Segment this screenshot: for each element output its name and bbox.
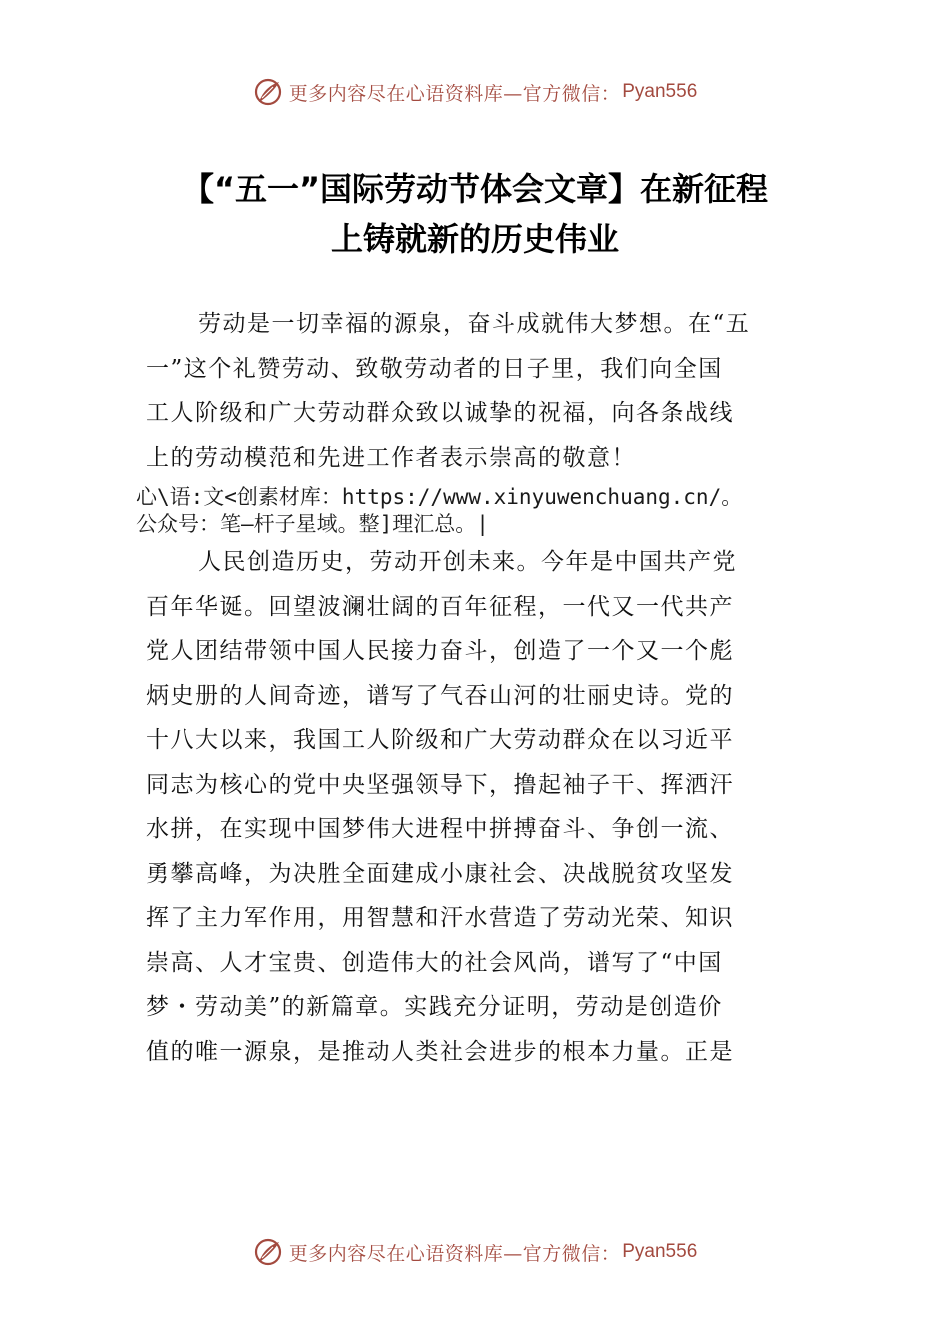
- feather-logo-icon: [253, 77, 283, 107]
- header-wechat-id: Pyan556: [622, 81, 698, 102]
- paragraph-line: 一”这个礼赞劳动、致敬劳动者的日子里，我们向全国: [146, 355, 723, 382]
- paragraph-line: 值的唯一源泉，是推动人类社会进步的根本力量。正是: [146, 1038, 734, 1065]
- title-line: 上铸就新的历史伟业: [330, 220, 619, 258]
- source-watermark: [136, 484, 836, 538]
- feather-logo-icon: [253, 1237, 283, 1267]
- paragraph-line: 百年华诞。回望波澜壮阔的百年征程，一代又一代共产: [146, 593, 734, 620]
- paragraph-line: 崇高、人才宝贵、创造伟大的社会风尚，谱写了“中国: [146, 949, 723, 976]
- paragraph-line: 党人团结带领中国人民接力奋斗，创造了一个又一个彪: [146, 638, 734, 664]
- title-line: 【“五一”国际劳动节体会文章】在新征程: [181, 170, 769, 208]
- paragraph-line: 梦・劳动美”的新篇章。实践充分证明，劳动是创造价: [146, 994, 723, 1020]
- paragraph-1: [146, 302, 826, 480]
- header-brand-text: 更多内容尽在心语资料库—官方微信：: [288, 82, 621, 105]
- watermark-line: 心\语:文<创素材库：https://www.xinyuwenchuang.cn/。: [136, 485, 743, 509]
- paragraph-line: 勇攀高峰，为决胜全面建成小康社会、决战脱贫攻坚发: [146, 860, 734, 887]
- page-footer: [0, 1232, 950, 1272]
- paragraph-line: 劳动是一切幸福的源泉，奋斗成就伟大梦想。在“五: [198, 311, 751, 337]
- paragraph-line: 上的劳动模范和先进工作者表示崇高的敬意！: [146, 444, 636, 471]
- footer-wechat-id: Pyan556: [622, 1241, 698, 1262]
- paragraph-line: 工人阶级和广大劳动群众致以诚挚的祝福，向各条战线: [146, 400, 734, 426]
- page-header: [0, 72, 950, 112]
- paragraph-line: 同志为核心的党中央坚强领导下，撸起袖子干、挥洒汗: [146, 771, 734, 798]
- footer-brand-text: 更多内容尽在心语资料库—官方微信：: [288, 1242, 621, 1265]
- paragraph-line: 十八大以来，我国工人阶级和广大劳动群众在以习近平: [146, 727, 734, 753]
- paragraph-line: 水拼，在实现中国梦伟大进程中拼搏奋斗、争创一流、: [146, 816, 734, 842]
- paragraph-line: 人民创造历史，劳动开创未来。今年是中国共产党: [198, 549, 737, 575]
- document-title: [100, 164, 850, 264]
- paragraph-line: 炳史册的人间奇迹，谱写了气吞山河的壮丽史诗。党的: [146, 682, 734, 709]
- watermark-line: 公众号：笔—杆子星域。整]理汇总。|: [136, 512, 489, 536]
- paragraph-2: [146, 540, 826, 1074]
- paragraph-line: 挥了主力军作用，用智慧和汗水营造了劳动光荣、知识: [146, 905, 734, 931]
